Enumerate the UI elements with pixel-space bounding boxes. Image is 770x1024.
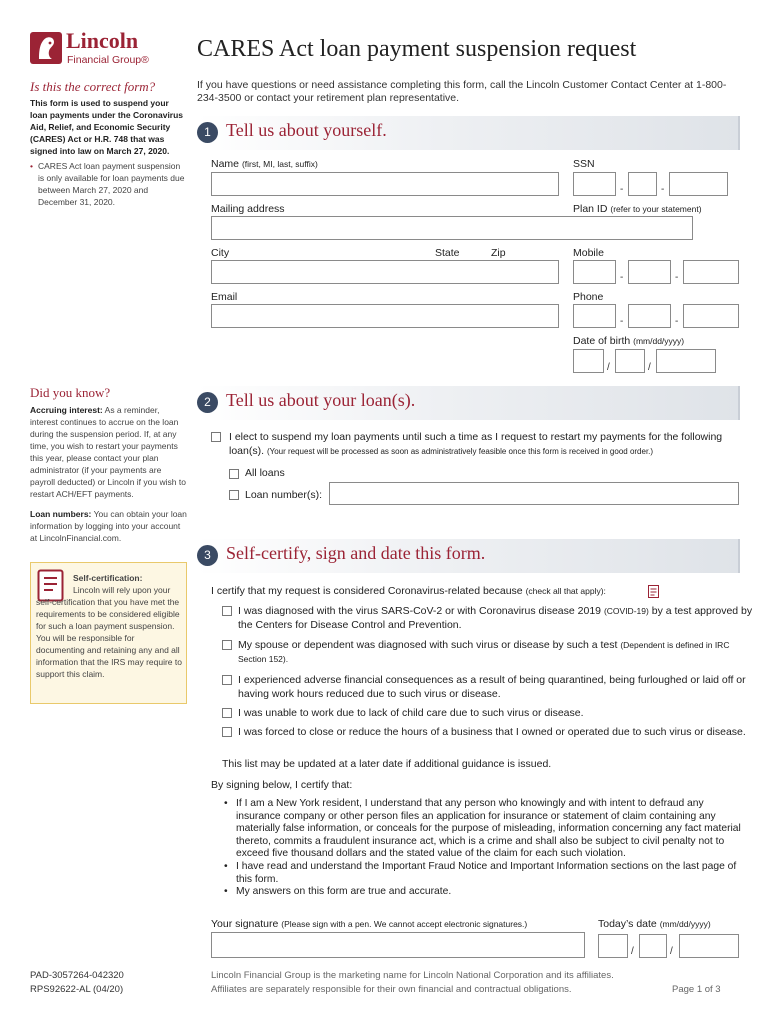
dob-label-text: Date of birth [573,335,631,347]
cert-dependent-hint: (Dependent is defined in IRC Section 152). [238,640,730,664]
loan-numbers-label: Loan numbers: [30,509,92,519]
loan-numbers-field-label: Loan number(s): [245,489,323,501]
bullet-dot-icon: • [30,161,33,171]
dob-month-input[interactable] [573,349,604,373]
accruing-interest-label: Accruing interest: [30,405,103,415]
elect-suspend-text [229,430,744,459]
mobile-part2-input[interactable] [628,260,671,284]
cert-diagnosed-checkbox[interactable] [222,606,232,616]
mailing-address-label: Mailing address [211,203,285,215]
ssn-part2-input[interactable] [628,172,657,196]
todays-date-label [598,918,711,930]
cert-diagnosed-text [238,604,758,632]
cert-financial-text: I experienced adverse financial consequences as a result of being quarantined, being furloughed or laid off or having work hours reduced due to such virus or disease. [238,674,746,700]
section-3-header [197,539,740,573]
self-certification-callout [30,562,187,704]
zip-label: Zip [491,247,506,259]
correct-form-bullet-text: CARES Act loan payment suspension is only available for loan payments due between March 27, 2020 and December 31, 2020. [38,161,185,207]
elect-suspend-hint: (Your request will be processed as soon as administratively feasible once this form is received in good order.) [266,447,654,456]
intro-text: If you have questions or need assistance completing this form, call the Lincoln Customer Contact Center at 1-800-234-3500 or contact your retirement plan representative. [197,79,727,104]
todays-date-hint: (mm/dd/yyyy) [659,919,711,929]
correct-form-bold: This form is used to suspend your loan payments under the Coronavirus Aid, Relief, and Economic Security (CARES) Act or H.R. 748 that was signed into law on March 27, 2020. [30,98,184,156]
ssn-label: SSN [573,158,595,170]
page-title: CARES Act loan payment suspension request [197,36,637,62]
elect-suspend-checkbox[interactable] [211,432,221,442]
section-2-number: 2 [197,392,218,413]
name-input[interactable] [211,172,559,196]
certification-bullets [222,798,742,899]
accruing-interest-text: As a reminder, interest continues to accrue on the loan during the suspension period. If, at any time, you wish to restart your payments this year, please contact your plan administrator (if your payments are payroll deducted) or Lincoln if you wish to restart ACH/EFT payments. [30,405,186,499]
phone-part3-input[interactable] [683,304,739,328]
certify-intro-text: I certify that my request is considered Coronavirus-related because [211,585,523,597]
cert-financial-checkbox[interactable] [222,675,232,685]
page-number: Page 1 of 3 [672,984,721,995]
cert-business-text: I was forced to close or reduce the hours of a business that I owned or operated due to such virus or disease. [238,726,746,738]
signing-intro: By signing below, I certify that: [211,779,353,791]
city-state-zip-input[interactable] [211,260,559,284]
mobile-part1-input[interactable] [573,260,616,284]
plan-id-hint: (refer to your statement) [610,204,702,214]
ssn-part1-input[interactable] [573,172,616,196]
self-certification-title: Self-certification: [73,573,143,583]
loan-numbers-checkbox[interactable] [229,490,239,500]
section-2-header [197,386,740,420]
did-you-know-heading: Did you know? [30,385,111,400]
plan-id-label-text: Plan ID [573,203,608,215]
section-1-title: Tell us about yourself. [226,120,387,140]
cert-diagnosed-main: I was diagnosed with the virus SARS-CoV-2 or with Coronavirus disease 2019 [238,605,602,617]
name-hint: (first, MI, last, suffix) [241,159,318,169]
dob-day-input[interactable] [615,349,645,373]
dob-label [573,335,684,347]
brand-name: Lincoln [66,28,139,53]
cert-dependent-main: My spouse or dependent was diagnosed with such virus or disease by such a test [238,639,618,651]
mobile-dash-1: - [620,272,624,283]
plan-id-label [573,203,702,215]
form-code-2: RPS92622-AL (04/20) [30,984,124,995]
cert-diagnosed-hint: (COVID-19) [603,606,649,616]
elect-suspend-main: I elect to suspend my loan payments until such a time as I request to restart my payments for the following loan(s). [229,431,723,457]
email-label: Email [211,291,238,303]
lincoln-emblem-icon [30,32,62,64]
phone-part2-input[interactable] [628,304,671,328]
cert-business-checkbox[interactable] [222,727,232,737]
todays-date-label-text: Today’s date [598,918,657,930]
mailing-address-input[interactable] [211,216,693,240]
lincoln-logo [30,30,180,70]
today-day-input[interactable] [639,934,667,958]
phone-dash-2: - [675,316,679,327]
phone-part1-input[interactable] [573,304,616,328]
update-note: This list may be updated at a later date if additional guidance is issued. [222,758,552,770]
all-loans-label: All loans [245,467,285,479]
correct-form-heading: Is this the correct form? [30,79,156,94]
cert-childcare-checkbox[interactable] [222,708,232,718]
today-month-input[interactable] [598,934,628,958]
dob-hint: (mm/dd/yyyy) [633,336,685,346]
mobile-dash-2: - [675,272,679,283]
certify-intro [211,585,606,597]
today-slash-1: / [631,946,634,957]
section-2-title: Tell us about your loan(s). [226,390,416,410]
today-slash-2: / [670,946,673,957]
name-label-text: Name [211,158,240,170]
self-certification-text [36,584,182,680]
footer-legal-1: Lincoln Financial Group is the marketing name for Lincoln National Corporation and its affiliates. [211,970,614,981]
certify-intro-hint: (check all that apply): [525,586,606,596]
dob-slash-2: / [648,362,651,373]
bullet-true-accurate: • My answers on this form are true and accurate. [222,886,742,899]
all-loans-checkbox[interactable] [229,469,239,479]
cert-diagnosed-tail: by a test approved by the Centers for Disease Control and Prevention. [238,605,753,631]
phone-dash-1: - [620,316,624,327]
loan-numbers-note [30,508,188,544]
cert-dependent-text [238,638,758,666]
today-year-input[interactable] [679,934,739,958]
loan-numbers-text: You can obtain your loan information by logging into your account at LincolnFinancial.com. [30,509,187,543]
self-certification-body: Lincoln will rely upon your self-certification that you have met the requirements to be considered eligible for such a loan payment suspension. You will be responsible for documenting and retaining any and all information that the IRS may require to support this claim. [36,585,182,679]
bullet-read-understand: • I have read and understand the Important Fraud Notice and Important Information sections on the last page of this form. [222,861,742,886]
city-label: City [211,247,230,259]
accruing-interest-note [30,404,188,500]
brand-subtitle: Financial Group® [67,54,149,66]
dob-year-input[interactable] [656,349,716,373]
ssn-dash-1: - [620,184,624,195]
section-1-number: 1 [197,122,218,143]
loan-numbers-input[interactable] [329,482,739,505]
phone-label: Phone [573,291,604,303]
form-code-1: PAD-3057264-042320 [30,970,124,981]
checklist-icon [648,585,659,598]
signature-input[interactable] [211,932,585,958]
state-label: State [435,247,460,259]
signature-label-text: Your signature [211,918,279,930]
signature-hint: (Please sign with a pen. We cannot accept electronic signatures.) [281,919,528,929]
mobile-part3-input[interactable] [683,260,739,284]
ssn-part3-input[interactable] [669,172,728,196]
bullet-new-york: • If I am a New York resident, I understand that any person who knowingly and with intent to defraud any insurance company or other person files an application for insurance or statement of claim containing any materially false information, or conceals for the purpose of misleading, information concerning any fact material thereto, commits a fraudulent insurance act, which is a crime and shall also be subject to civil penalty not to exceed five thousand dollars and the stated value of the claim for each such violation. [222,798,742,861]
name-label [211,158,318,170]
cert-dependent-checkbox[interactable] [222,640,232,650]
correct-form-bullet [30,160,185,208]
section-3-title: Self-certify, sign and date this form. [226,543,486,563]
ssn-dash-2: - [661,184,665,195]
footer-legal-2: Affiliates are separately responsible for their own financial and contractual obligations. [211,984,572,995]
section-3-number: 3 [197,545,218,566]
email-input[interactable] [211,304,559,328]
cert-childcare-text: I was unable to work due to lack of child care due to such virus or disease. [238,707,584,719]
section-1-header [197,116,740,150]
signature-label [211,918,527,930]
mobile-label: Mobile [573,247,604,259]
dob-slash-1: / [607,362,610,373]
